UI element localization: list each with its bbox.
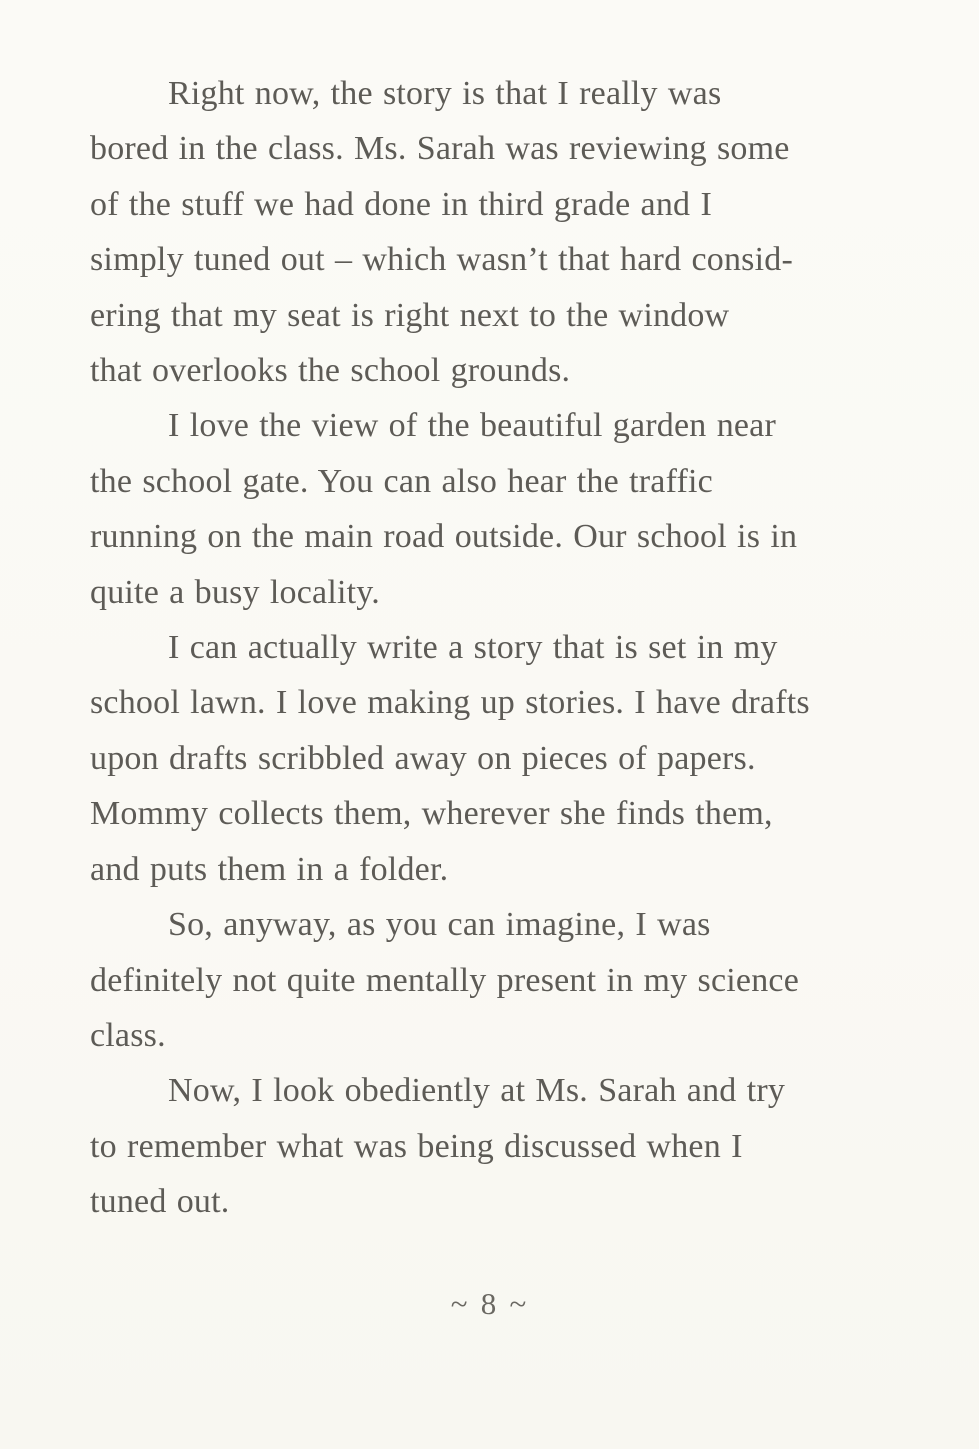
text-line: definitely not quite mentally present in my science — [90, 961, 800, 999]
text-line: bored in the class. Ms. Sarah was reviewing some — [90, 130, 790, 168]
text-line: Right now, the story is that I really was — [168, 75, 722, 112]
paragraph — [90, 897, 915, 1063]
page-number: ~ 8 ~ — [450, 1285, 529, 1321]
text-line: So, anyway, as you can imagine, I was — [168, 906, 711, 944]
text-line: of the stuff we had done in third grade and I — [90, 185, 712, 223]
text-line: and puts them in a folder. — [90, 850, 449, 888]
text-line: simply tuned out – which wasn’t that hard consid- — [90, 241, 793, 279]
paragraph — [90, 398, 915, 620]
text-line: class. — [90, 1016, 166, 1054]
text-line: Mommy collects them, wherever she finds them, — [90, 795, 773, 833]
paragraph — [90, 66, 915, 398]
text-line: running on the main road outside. Our school is in — [90, 518, 798, 556]
text-line: quite a busy locality. — [90, 573, 380, 611]
text-line: to remember what was being discussed when I — [90, 1127, 743, 1165]
text-line: school lawn. I love making up stories. I have drafts — [90, 684, 810, 722]
text-line: I love the view of the beautiful garden near — [168, 407, 776, 445]
text-line: upon drafts scribbled away on pieces of papers. — [90, 739, 756, 777]
text-line: tuned out. — [90, 1183, 230, 1221]
text-line: that overlooks the school grounds. — [90, 352, 571, 390]
text-line: the school gate. You can also hear the traffic — [90, 462, 713, 500]
paragraph — [90, 1063, 915, 1229]
text-line: Now, I look obediently at Ms. Sarah and try — [168, 1072, 786, 1110]
text-line: ering that my seat is right next to the window — [90, 296, 730, 334]
paragraph — [90, 620, 915, 897]
text-line: I can actually write a story that is set in my — [168, 629, 778, 667]
